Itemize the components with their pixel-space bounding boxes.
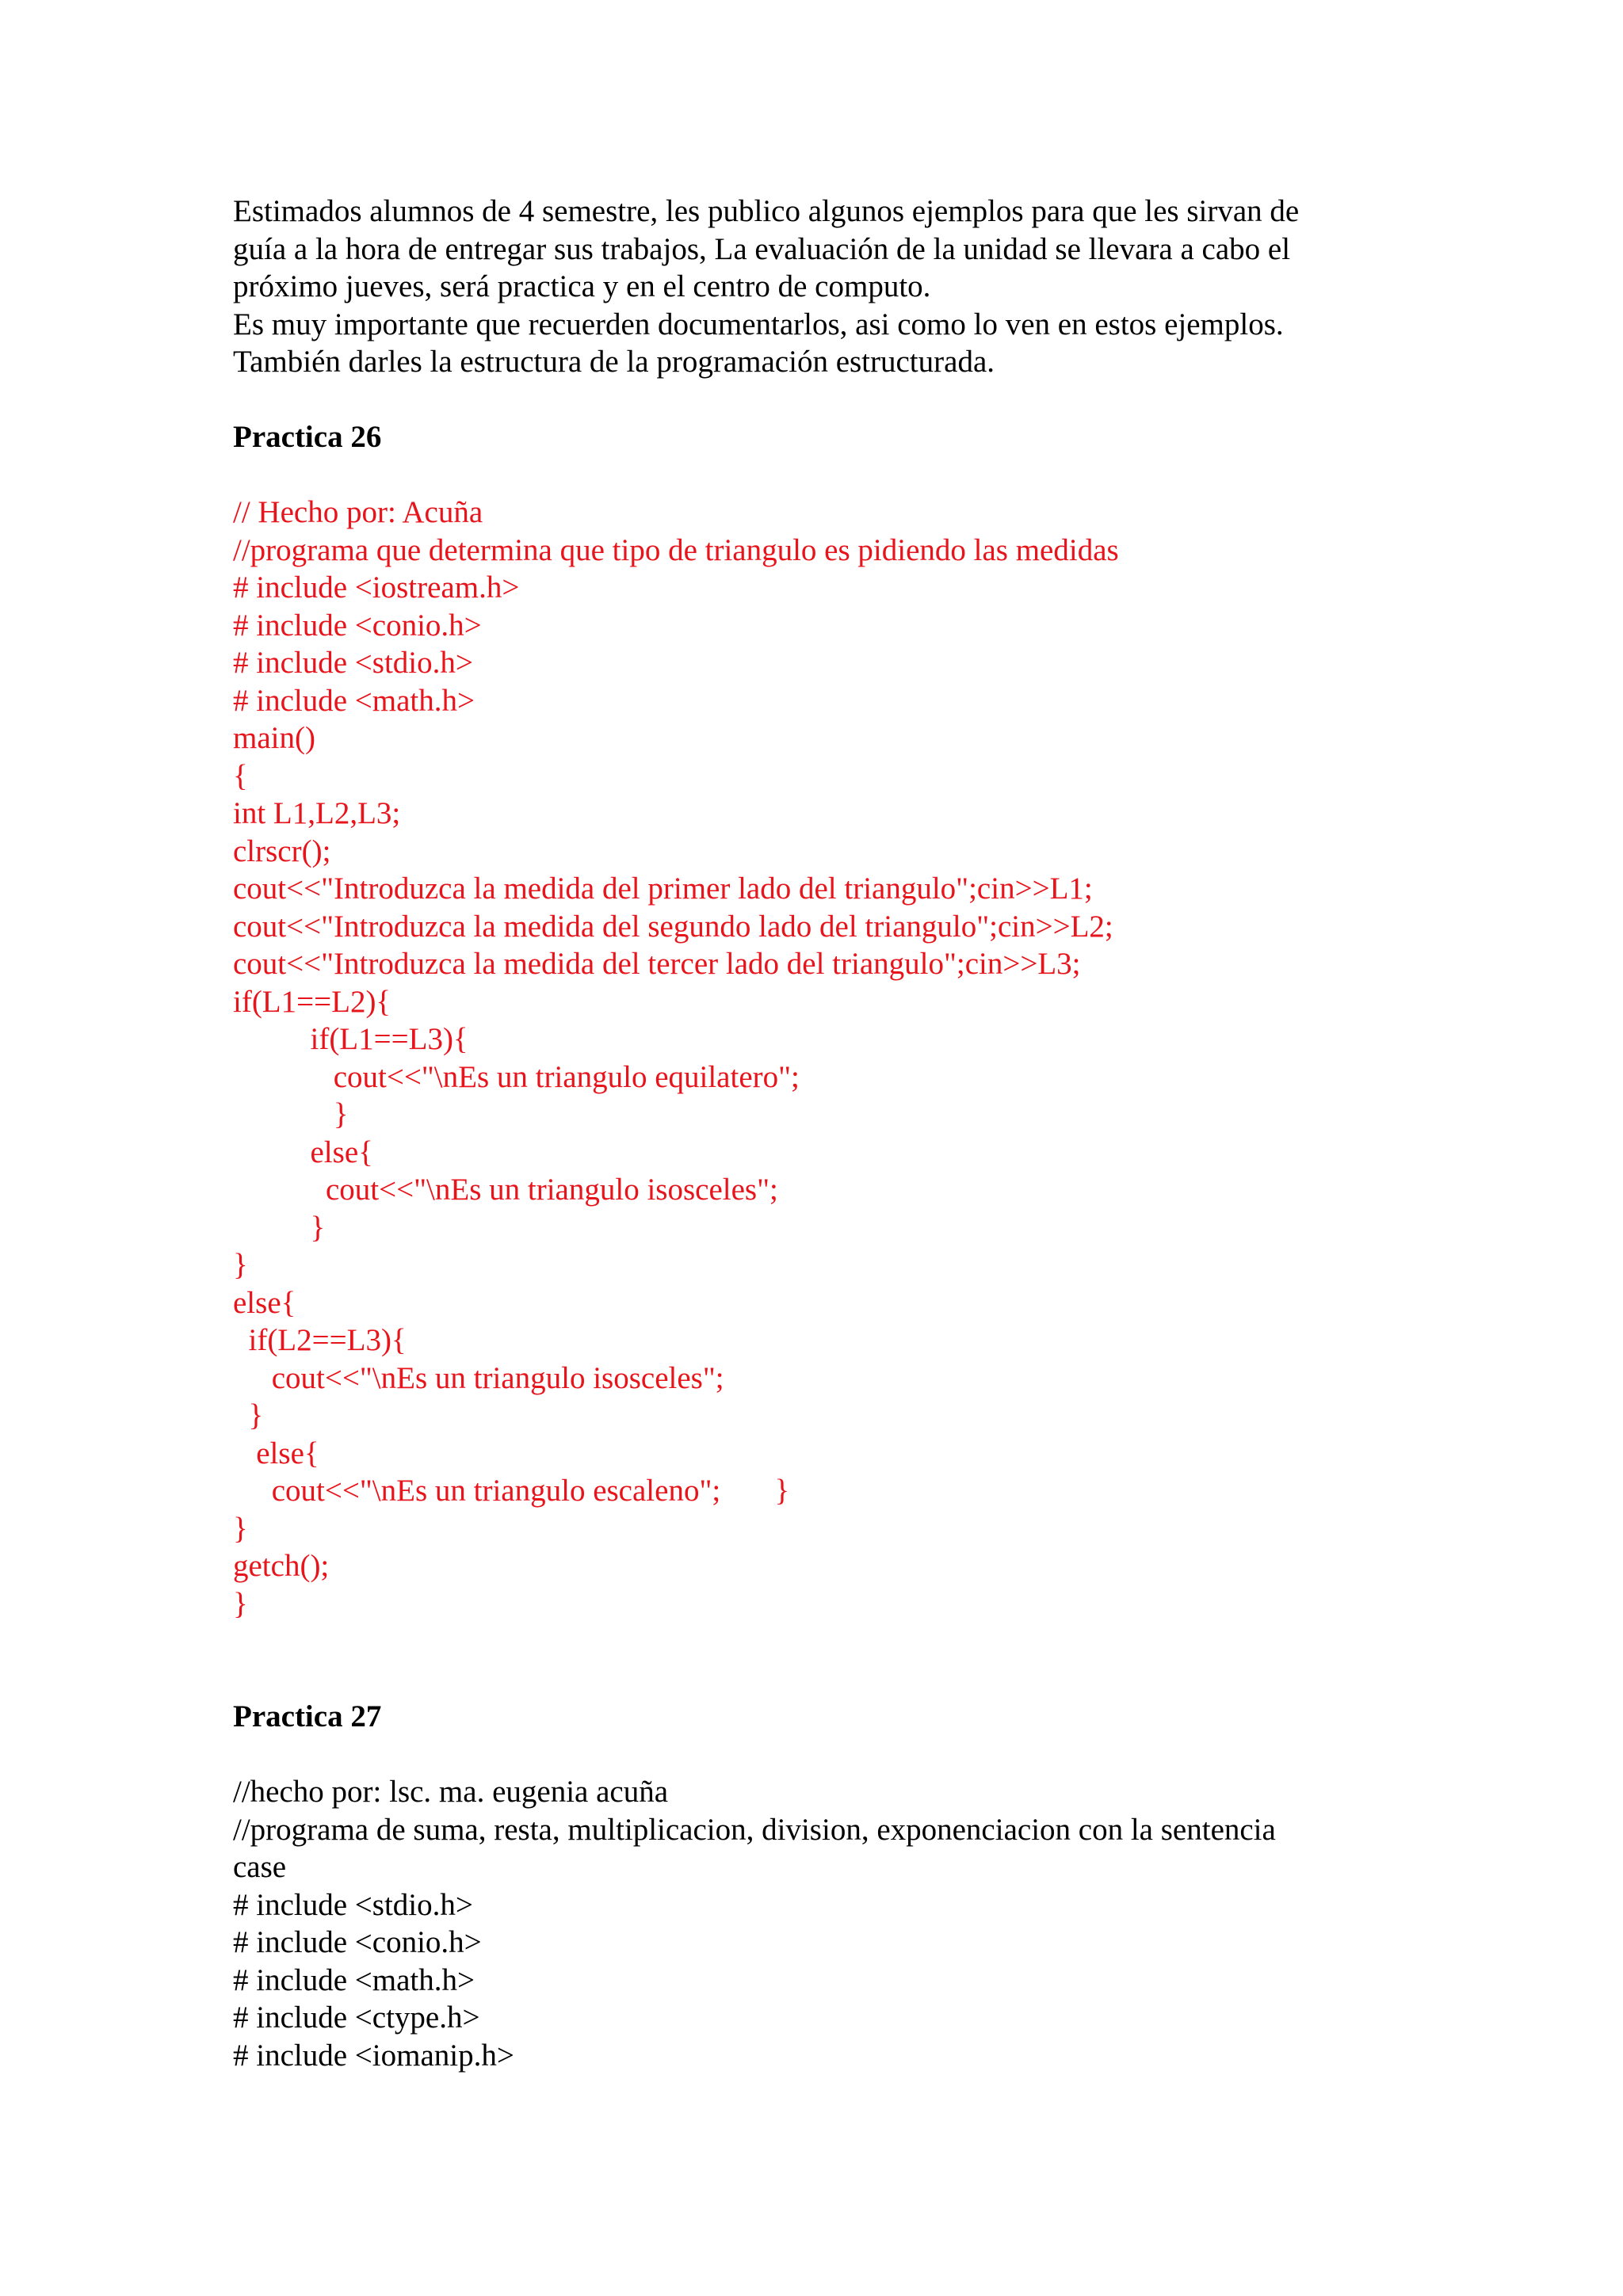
code-line: //programa de suma, resta, multiplicacion, division, exponenciacion con la sentencia: [233, 1812, 1276, 1847]
code-line: cout<<"\nEs un triangulo equilatero";: [233, 1059, 800, 1094]
code-line: }: [233, 1248, 248, 1282]
code-line: //programa que determina que tipo de triangulo es pidiendo las medidas: [233, 532, 1119, 567]
code-line: cout<<"Introduzca la medida del segundo lado del triangulo";cin>>L2;: [233, 909, 1113, 944]
code-line: else{: [233, 1436, 319, 1470]
code-line: clrscr();: [233, 833, 331, 868]
code-line: case: [233, 1850, 287, 1884]
code-line: {: [233, 758, 248, 793]
intro-line: Estimados alumnos de 4 semestre, les publico algunos ejemplos para que les sirvan de: [233, 194, 1300, 228]
code-line: //hecho por: lsc. ma. eugenia acuña: [233, 1775, 669, 1809]
intro-line: También darles la estructura de la programación estructurada.: [233, 345, 995, 379]
code-line: # include <iomanip.h>: [233, 2038, 514, 2073]
practica-27-heading: Practica 27: [233, 1699, 382, 1733]
document-content: [233, 193, 1422, 2074]
intro-line: guía a la hora de entregar sus trabajos, La evaluación de la unidad se llevara a cabo el: [233, 231, 1291, 266]
code-line: if(L2==L3){: [233, 1323, 407, 1357]
code-line: # include <stdio.h>: [233, 646, 473, 680]
code-line: cout<<"\nEs un triangulo escaleno"; }: [233, 1474, 790, 1508]
practica-27-code-block: [233, 1773, 1422, 2074]
code-line: cout<<"Introduzca la medida del tercer lado del triangulo";cin>>L3;: [233, 947, 1081, 981]
code-line: else{: [233, 1135, 373, 1169]
code-line: }: [233, 1097, 349, 1131]
code-line: # include <iostream.h>: [233, 570, 520, 605]
intro-paragraph: [233, 193, 1422, 381]
code-line: int L1,L2,L3;: [233, 796, 401, 830]
code-line: # include <math.h>: [233, 1962, 475, 1997]
code-line: }: [233, 1398, 264, 1432]
code-line: }: [233, 1586, 248, 1621]
code-line: # include <conio.h>: [233, 1925, 482, 1959]
code-line: main(): [233, 721, 315, 755]
code-line: cout<<"\nEs un triangulo isosceles";: [233, 1360, 724, 1395]
practica-26-heading: Practica 26: [233, 420, 382, 454]
code-line: getch();: [233, 1549, 330, 1583]
practica-26-code-block: [233, 494, 1422, 1623]
code-line: # include <ctype.h>: [233, 2000, 480, 2035]
code-line: # include <conio.h>: [233, 608, 482, 643]
code-line: cout<<"Introduzca la medida del primer lado del triangulo";cin>>L1;: [233, 871, 1093, 906]
code-line: cout<<"\nEs un triangulo isosceles";: [233, 1173, 778, 1207]
code-line: }: [233, 1511, 248, 1546]
code-line: # include <stdio.h>: [233, 1887, 473, 1922]
code-line: # include <math.h>: [233, 683, 475, 718]
code-line: }: [233, 1210, 326, 1245]
intro-line: Es muy importante que recuerden documentarlos, asi como lo ven en estos ejemplos.: [233, 307, 1284, 341]
code-line: else{: [233, 1285, 296, 1320]
code-line: if(L1==L2){: [233, 984, 391, 1019]
code-line: // Hecho por: Acuña: [233, 495, 483, 529]
code-line: if(L1==L3){: [233, 1022, 468, 1056]
intro-line: próximo jueves, será practica y en el centro de computo.: [233, 269, 931, 303]
